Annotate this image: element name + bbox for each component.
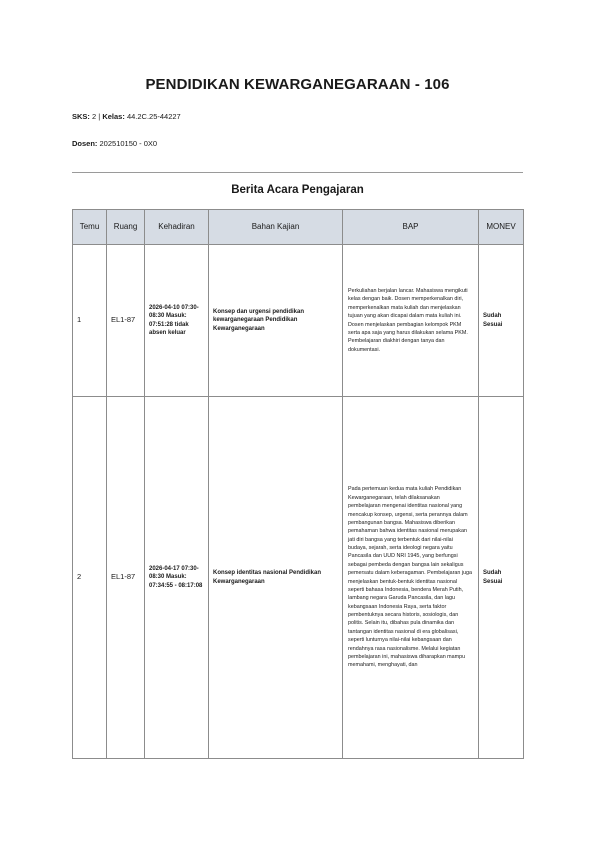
section-title: Berita Acara Pengajaran (231, 184, 364, 196)
cell-temu: 1 (73, 245, 107, 397)
kelas-label: Kelas: (102, 112, 125, 121)
sks-label: SKS: (72, 112, 90, 121)
dosen-info (72, 139, 157, 148)
cell-temu: 2 (73, 397, 107, 759)
cell-bahan-kajian: Konsep identitas nasional Pendidikan Kewarganegaraan (209, 397, 343, 759)
cell-kehadiran: 2026-04-10 07:30-08:30 Masuk: 07:51:28 tidak absen keluar (145, 245, 209, 397)
meta-separator: | (98, 112, 101, 121)
course-title: PENDIDIKAN KEWARGANEGARAAN - 106 (145, 76, 450, 93)
cell-monev: Sudah Sesuai (479, 397, 524, 759)
col-header-temu: Temu (73, 210, 107, 245)
cell-ruang: EL1-87 (107, 397, 145, 759)
col-header-monev: MONEV (479, 210, 524, 245)
cell-ruang: EL1-87 (107, 245, 145, 397)
bap-table (72, 209, 524, 759)
table-row (73, 245, 524, 397)
table-row (73, 397, 524, 759)
cell-bahan-kajian: Konsep dan urgensi pendidikan kewarganegaraan Pendidikan Kewarganegaraan (209, 245, 343, 397)
col-header-bap: BAP (343, 210, 479, 245)
cell-bap: Perkuliahan berjalan lancar. Mahasiswa mengikuti kelas dengan baik. Dosen memperkenalkan diri, memperkenalkan mata kuliah dan menjelaskan tujuan yang akan dicapai dalam mata kuliah ini. Dosen menjelaskan pembagian kelompok PKM serta apa saja yang harus dilakukan selama PKM. Pembelajaran diakhiri dengan tanya dan dokumentasi. (343, 245, 479, 397)
cell-bap: Pada pertemuan kedua mata kuliah Pendidikan Kewarganegaraan, telah dilaksanakan pembelajaran mengenai identitas nasional yang mencakup konsep, urgensi, serta perannya dalam pembangunan bangsa. Mahasiswa diberikan pemahaman bahwa identitas nasional merupakan jati diri bangsa yang terbentuk dari nilai-nilai budaya, sejarah, serta ideologi negara yaitu Pancasila dan UUD NRI 1945, yang berfungsi sebagai pembeda dengan bangsa lain sekaligus pemersatu dalam keberagaman. Pembelajaran juga menjelaskan bentuk-bentuk identitas nasional seperti bahasa Indonesia, bendera Merah Putih, lambang negara Garuda Pancasila, dan lagu kebangsaan Indonesia Raya, serta faktor pembentuknya secara historis, sosiologis, dan politis. Selain itu, dibahas pula dinamika dan tantangan identitas nasional di era globalisasi, seperti lunturnya nilai-nilai kebangsaan dan rendahnya rasa nasionalisme. Melalui kegiatan pembelajaran ini, mahasiswa diharapkan mampu memahami, menghayati, dan (343, 397, 479, 759)
col-header-ruang: Ruang (107, 210, 145, 245)
table-header-row (73, 210, 524, 245)
col-header-kehadiran: Kehadiran (145, 210, 209, 245)
dosen-value: 202510150 - 0X0 (99, 139, 158, 148)
sks-value: 2 (92, 112, 97, 121)
cell-monev: Sudah Sesuai (479, 245, 524, 397)
col-header-bahan-kajian: Bahan Kajian (209, 210, 343, 245)
course-meta (72, 112, 181, 121)
dosen-label: Dosen: (72, 139, 98, 148)
kelas-value: 44.2C.25-44227 (126, 112, 181, 121)
divider (72, 172, 523, 173)
cell-kehadiran: 2026-04-17 07:30-08:30 Masuk: 07:34:55 - 08:17:08 (145, 397, 209, 759)
